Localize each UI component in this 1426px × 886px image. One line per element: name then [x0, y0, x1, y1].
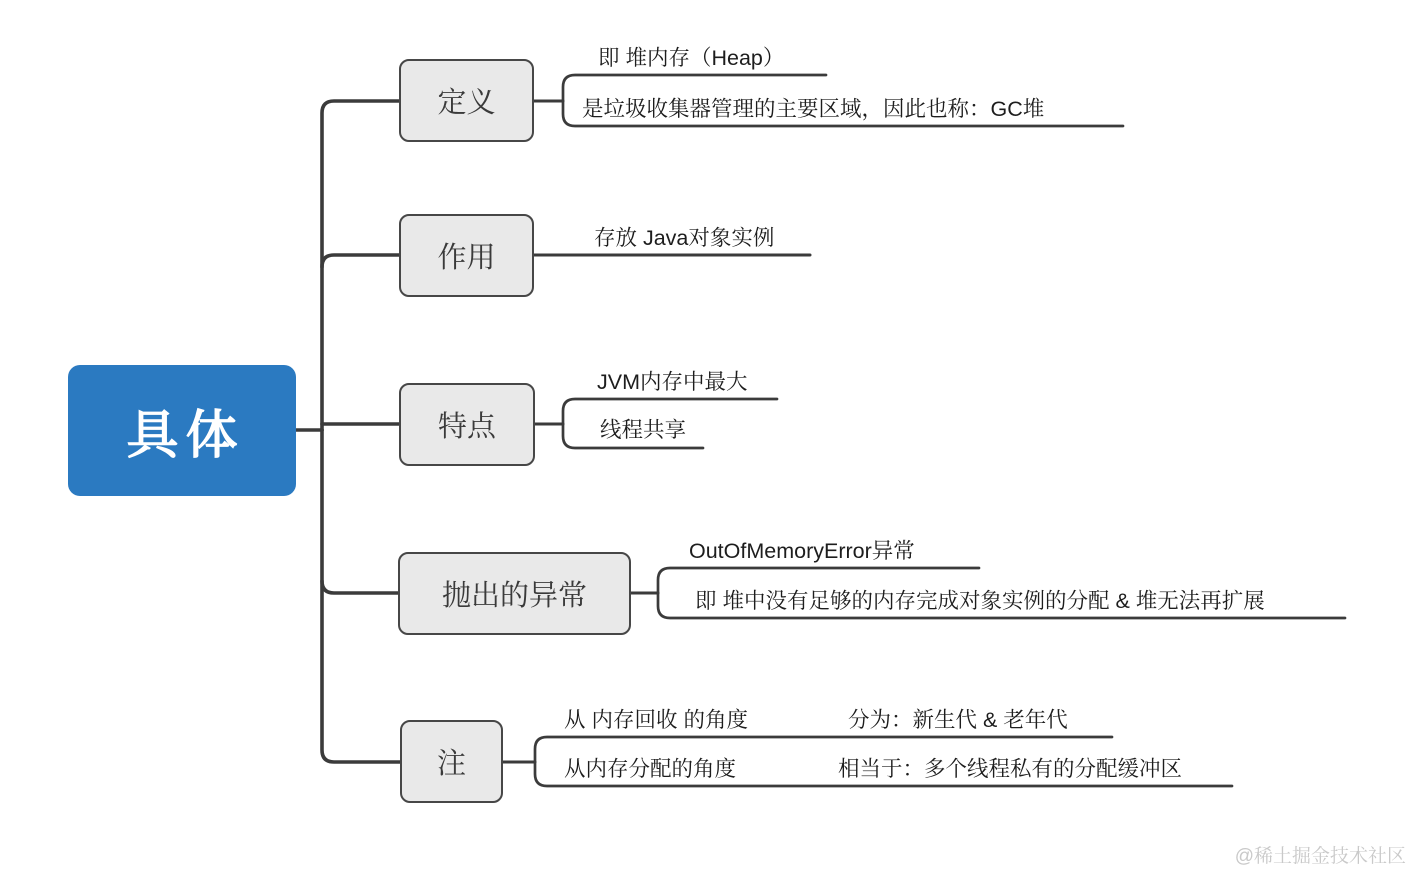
leaf-function-store-objects: 存放 Java对象实例	[594, 226, 775, 250]
branch-node-function	[399, 214, 534, 297]
connector-branch-exception	[322, 581, 398, 593]
trunk-up-branch-definition	[322, 101, 399, 430]
watermark-text: @稀土掘金技术社区	[1234, 846, 1406, 867]
leaf-feature-largest-memory: JVM内存中最大	[597, 370, 748, 394]
branch-node-label: 定义	[437, 87, 496, 119]
leaf-definition-heap: 即 堆内存（Heap）	[598, 46, 785, 70]
branch-node-label: 作用	[437, 242, 496, 274]
branch-node-exception	[398, 552, 631, 635]
branch-node-label: 抛出的异常	[441, 580, 587, 612]
leaf-feature-thread-shared: 线程共享	[600, 418, 687, 442]
branch-node-definition	[399, 59, 534, 142]
branch-node-feature	[399, 383, 535, 466]
leaf-definition-gc-heap: 是垃圾收集器管理的主要区域，因此也称：GC堆	[582, 97, 1045, 121]
root-node	[68, 365, 296, 496]
connector-branch-function	[322, 255, 399, 267]
leaf-exception-oom: OutOfMemoryError异常	[689, 539, 915, 563]
leaf-note-gc-angle-detail: 分为：新生代 & 老年代	[848, 708, 1068, 732]
branch-node-label: 注	[436, 748, 466, 780]
leaf-note-alloc-angle: 从内存分配的角度	[564, 757, 737, 781]
root-node-label: 具体	[126, 407, 245, 465]
leaf-note-gc-angle: 从 内存回收 的角度	[564, 708, 748, 732]
leaf-note-alloc-angle-detail: 相当于：多个线程私有的分配缓冲区	[838, 757, 1183, 781]
trunk-down-branch-note	[322, 430, 400, 762]
branch-node-label: 特点	[437, 411, 496, 443]
leaf-exception-detail: 即 堆中没有足够的内存完成对象实例的分配 & 堆无法再扩展	[695, 589, 1265, 613]
branch-node-note	[400, 720, 503, 803]
